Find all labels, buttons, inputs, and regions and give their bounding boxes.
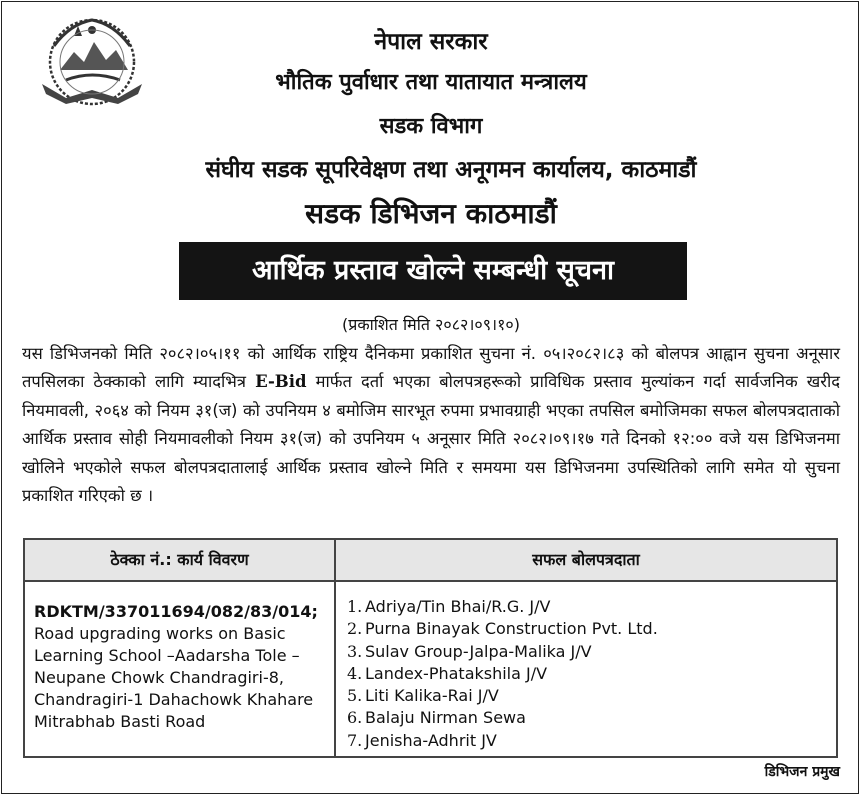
contract-code: RDKTM/337011694/082/83/014; [34,602,318,621]
header-division: सडक डिभिजन काठमाडौं [305,197,557,230]
notice-body-part2: मार्फत दर्ता भएका बोलपत्रहरूको प्राविधिक प्रस्ताव मुल्यांकन गर्दा सार्वजनिक खरीद नियमावली, २०६४ को नियम ३१(ज) को उपनियम ४ बमोजिम सारभूत रुपमा प्रभावग्राही भएका तपसिल बमोजिमका सफल बोलपत्रदाताको आर्थिक प्रस्ताव सोही नियमावलीको नियम ३१(ज) को उपनियम ५ अनूसार मिति २०८२।०९।१७ गते दिनको १२:०० वजे यस डिभिजनमा खोलिने भएकोले सफल बोलपत्रदातालाई आर्थिक प्रस्ताव खोल्ने मिति र समयमा यस डिभिजनमा उपस्थितिको लागि समेत यो सुचना प्रकाशित गरिएको छ । [22,372,841,506]
contract-cell [34,601,330,733]
header-ministry: भौतिक पुर्वाधार तथा यातायात मन्त्रालय [275,70,587,95]
published-date: (प्रकाशित मिति २०८२।०९।१०) [341,315,520,334]
list-item: 1. Adriya/Tin Bhai/R.G. J/V [347,597,551,616]
notice-title-banner: आर्थिक प्रस्ताव खोल्ने सम्बन्धी सूचना [179,242,687,300]
signature-division-chief: डिभिजन प्रमुख [764,764,840,780]
list-item: 3. Sulav Group-Jalpa-Malika J/V [347,641,592,661]
table-header-row [25,540,836,582]
list-item: 4. Landex-Phatakshila J/V [347,663,548,683]
column-divider [334,540,336,756]
column-header-contract: ठेक्का नं.: कार्य विवरण [110,550,249,569]
notice-body-part1: यस डिभिजनको मिति २०८२।०५।११ को आर्थिक राष्ट्रिय दैनिकमा प्रकाशित सुचना नं. ०५।२०८२।८३ को बोलपत्र आह्वान सुचना अनूसार तपसिलका ठेक्काको लागि म्यादभित्र [22,344,840,392]
bidder-list [347,596,658,752]
list-item: 7. Jenisha-Adhrit JV [347,730,497,750]
column-header-bidders: सफल बोलपत्रदाता [532,550,640,569]
contract-description: Road upgrading works on Basic Learning School –Aadarsha Tole –Neupane Chowk Chandragiri-8, Chandragiri-1 Dahachowk Khahare Mitrabhab Basti Road [34,624,314,731]
list-item: 5. Liti Kalika-Rai J/V [347,686,499,706]
list-item: 6. Balaju Nirman Sewa [347,708,526,728]
header-office: संघीय सडक सूपरिवेक्षण तथा अनूगमन कार्यालय, काठमाडौं [205,157,697,183]
notice-page [1,1,859,794]
list-item: 2. Purna Binayak Construction Pvt. Ltd. [347,619,658,639]
ebid-label: E-Bid [255,372,307,392]
contract-table [23,538,838,758]
header-department: सडक विभाग [379,114,483,139]
notice-body [22,340,840,510]
header-government: नेपाल सरकार [374,29,488,55]
